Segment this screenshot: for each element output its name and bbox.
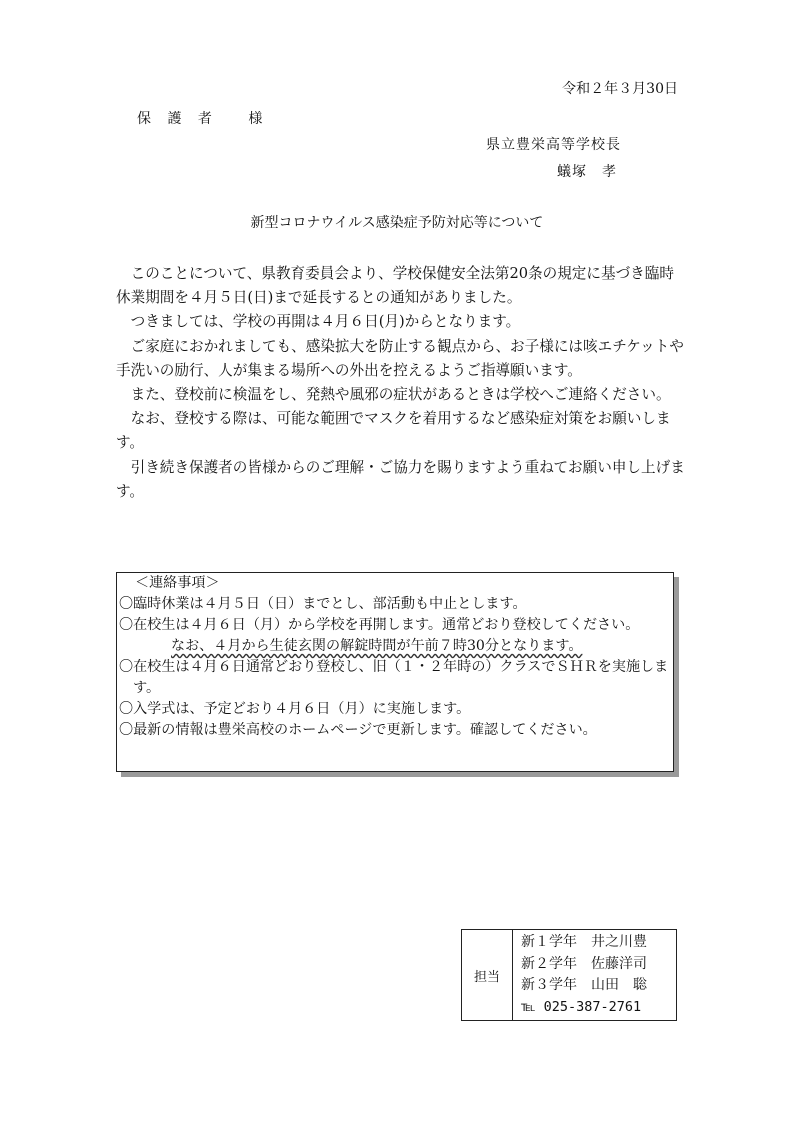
contact-grade: 新１学年 [521, 934, 577, 950]
issuer-organization: 県立豊栄高等学校長 [486, 137, 621, 153]
body-paragraph: 引き続き保護者の皆様からのご理解・ご協力を賜りますよう重ねてお願い申し上げます。 [116, 458, 685, 500]
body-paragraph: このことについて、県教育委員会より、学校保健安全法第20条の規定に基づき臨時休業期間を４月５日(日)まで延長するとの通知がありました。 [116, 265, 674, 307]
contact-row [521, 975, 647, 997]
contact-list [513, 930, 647, 1020]
contact-grade: 新３学年 [521, 977, 577, 993]
notice-item-note: なお、４月から生徒玄関の解錠時間が午前７時30分となります。 [171, 638, 583, 654]
notice-item: 〇在校生は４月６日（月）から学校を再開します。通常どおり登校してください。 [119, 617, 640, 633]
contact-person: 佐藤洋司 [591, 955, 647, 972]
notice-item: 〇臨時休業は４月５日（日）までとし、部活動も中止とします。 [119, 596, 527, 612]
body-paragraph: また、登校前に検温をし、発熱や風邪の症状があるときは学校へご連絡ください。 [130, 386, 671, 404]
notice-item: 〇最新の情報は豊栄高校のホームページで更新します。確認してください。 [119, 722, 597, 738]
document-date: 令和２年３月30日 [562, 81, 678, 97]
notice-item: 〇入学式は、予定どおり４月６日（月）に実施します。 [119, 701, 471, 717]
document-title: 新型コロナウイルス感染症予防対応等について [250, 215, 544, 231]
contact-phone: ℡ 025-387-2761 [521, 998, 642, 1015]
notice-box [116, 572, 674, 772]
notice-heading: ＜連絡事項＞ [135, 575, 220, 591]
notice-item: 〇在校生は４月６日通常どおり登校し、旧（１・２年時の）クラスでＳＨＲを実施します。 [119, 659, 669, 696]
contact-person: 井之川豊 [591, 934, 647, 950]
recipient-line: 保 護 者 様 [137, 111, 269, 127]
contact-person: 山田 聡 [591, 977, 647, 993]
contact-box [461, 929, 677, 1021]
body-text [116, 262, 686, 504]
contact-row [521, 954, 647, 976]
issuer-name: 蟻塚 孝 [557, 164, 617, 180]
body-paragraph: ご家庭におかれましても、感染拡大を防止する観点から、お子様には咳エチケットや手洗いの励行、人が集まる場所への外出を控えるようご指導願います。 [116, 337, 684, 379]
contact-grade: 新２学年 [521, 955, 577, 972]
body-paragraph: なお、登校する際は、可能な範囲でマスクを着用するなど感染症対策をお願いします。 [116, 410, 671, 452]
contact-row [521, 932, 647, 954]
contact-label: 担当 [462, 930, 513, 1020]
body-paragraph: つきましては、学校の再開は４月６日(月)からとなります。 [130, 313, 521, 331]
